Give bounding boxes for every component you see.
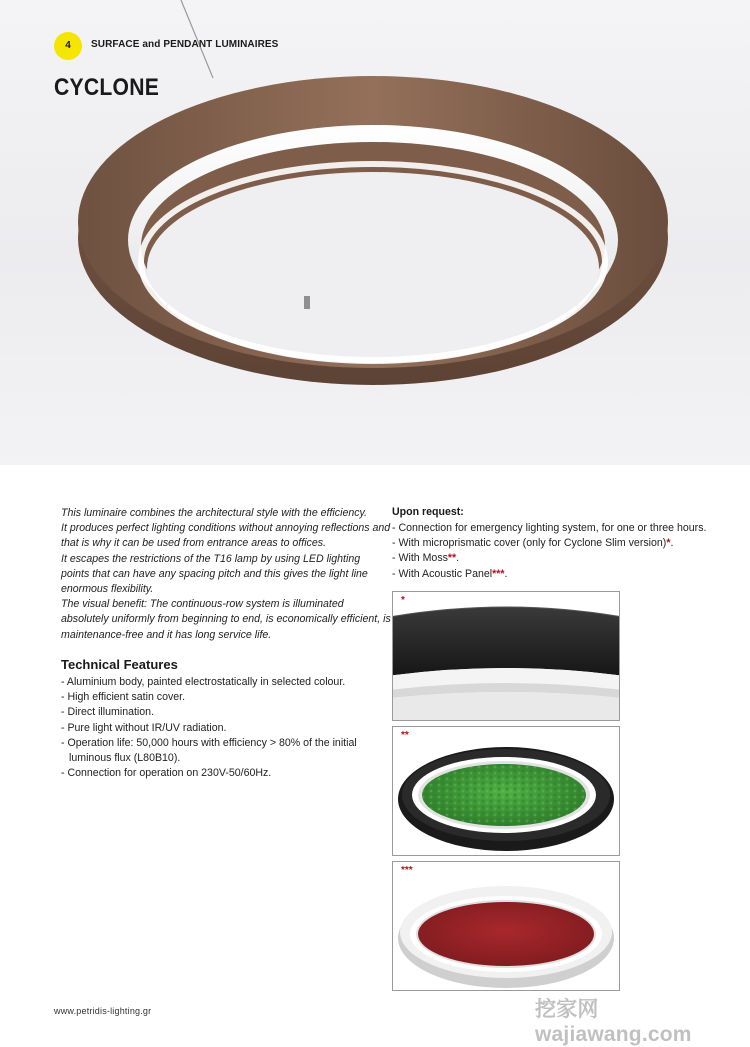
product-description	[61, 506, 391, 643]
technical-features-list	[61, 675, 381, 781]
footer-website: www.petridis-lighting.gr	[54, 1006, 152, 1016]
footnote-stars: *	[666, 537, 671, 550]
technical-features-heading: Technical Features	[61, 657, 178, 672]
hero-product-image	[0, 0, 750, 465]
black-ring-segment	[393, 607, 619, 678]
list-item: - Direct illumination.	[61, 706, 155, 719]
section-title: SURFACE and PENDANT LUMINAIRES	[91, 39, 279, 50]
list-item: - Connection for emergency lighting system, for one or three hours.	[392, 522, 707, 534]
list-item: - With Acoustic Panel***.	[392, 567, 508, 580]
option-acoustic-panel-image	[392, 861, 620, 991]
description-paragraph: It produces perfect lighting conditions without annoying reflections and that is why it can be used from entrance areas to offices.	[61, 522, 391, 550]
product-title: CYCLONE	[54, 74, 160, 101]
footnote-stars: **	[447, 552, 457, 565]
option-footnote-mark: ***	[401, 865, 413, 876]
cyclone-ring-illustration	[0, 0, 750, 465]
option-microprismatic-image	[392, 591, 620, 721]
option-footnote-mark: *	[401, 595, 405, 606]
watermark: 挖家网 wajiawang.com	[535, 998, 692, 1046]
upon-request-list	[392, 521, 722, 582]
description-paragraph: It escapes the restrictions of the T16 lamp by using LED lighting points that can have any spacing pitch and this gives the light line enormous flexibility.	[61, 552, 368, 596]
upon-request-heading: Upon request:	[392, 506, 464, 518]
description-paragraph: The visual benefit: The continuous-row system is illuminated absolutely uniformly from beginning to end, is economically efficient, is maintenance-free and it has long service life.	[61, 598, 391, 641]
list-item: - With Moss**.	[392, 552, 460, 565]
page-number-badge: 4	[54, 32, 82, 60]
option-moss-image	[392, 726, 620, 856]
list-item: - With microprismatic cover (only for Cyclone Slim version)*.	[392, 537, 674, 550]
description-paragraph: This luminaire combines the architectural style with the efficiency.	[61, 507, 367, 519]
list-item: - Connection for operation on 230V-50/60Hz.	[61, 767, 272, 780]
list-item: - Pure light without IR/UV radiation.	[61, 721, 227, 734]
wire-connector	[304, 296, 310, 309]
list-item: - Aluminium body, painted electrostatically in selected colour.	[61, 676, 346, 688]
acoustic-panel	[418, 902, 594, 966]
list-item: - High efficient satin cover.	[61, 691, 186, 704]
option-footnote-mark: **	[401, 730, 409, 741]
list-item: - Operation life: 50,000 hours with efficiency > 80% of the initial luminous flux (L80B10).	[61, 736, 357, 765]
footnote-stars: ***	[492, 567, 505, 580]
